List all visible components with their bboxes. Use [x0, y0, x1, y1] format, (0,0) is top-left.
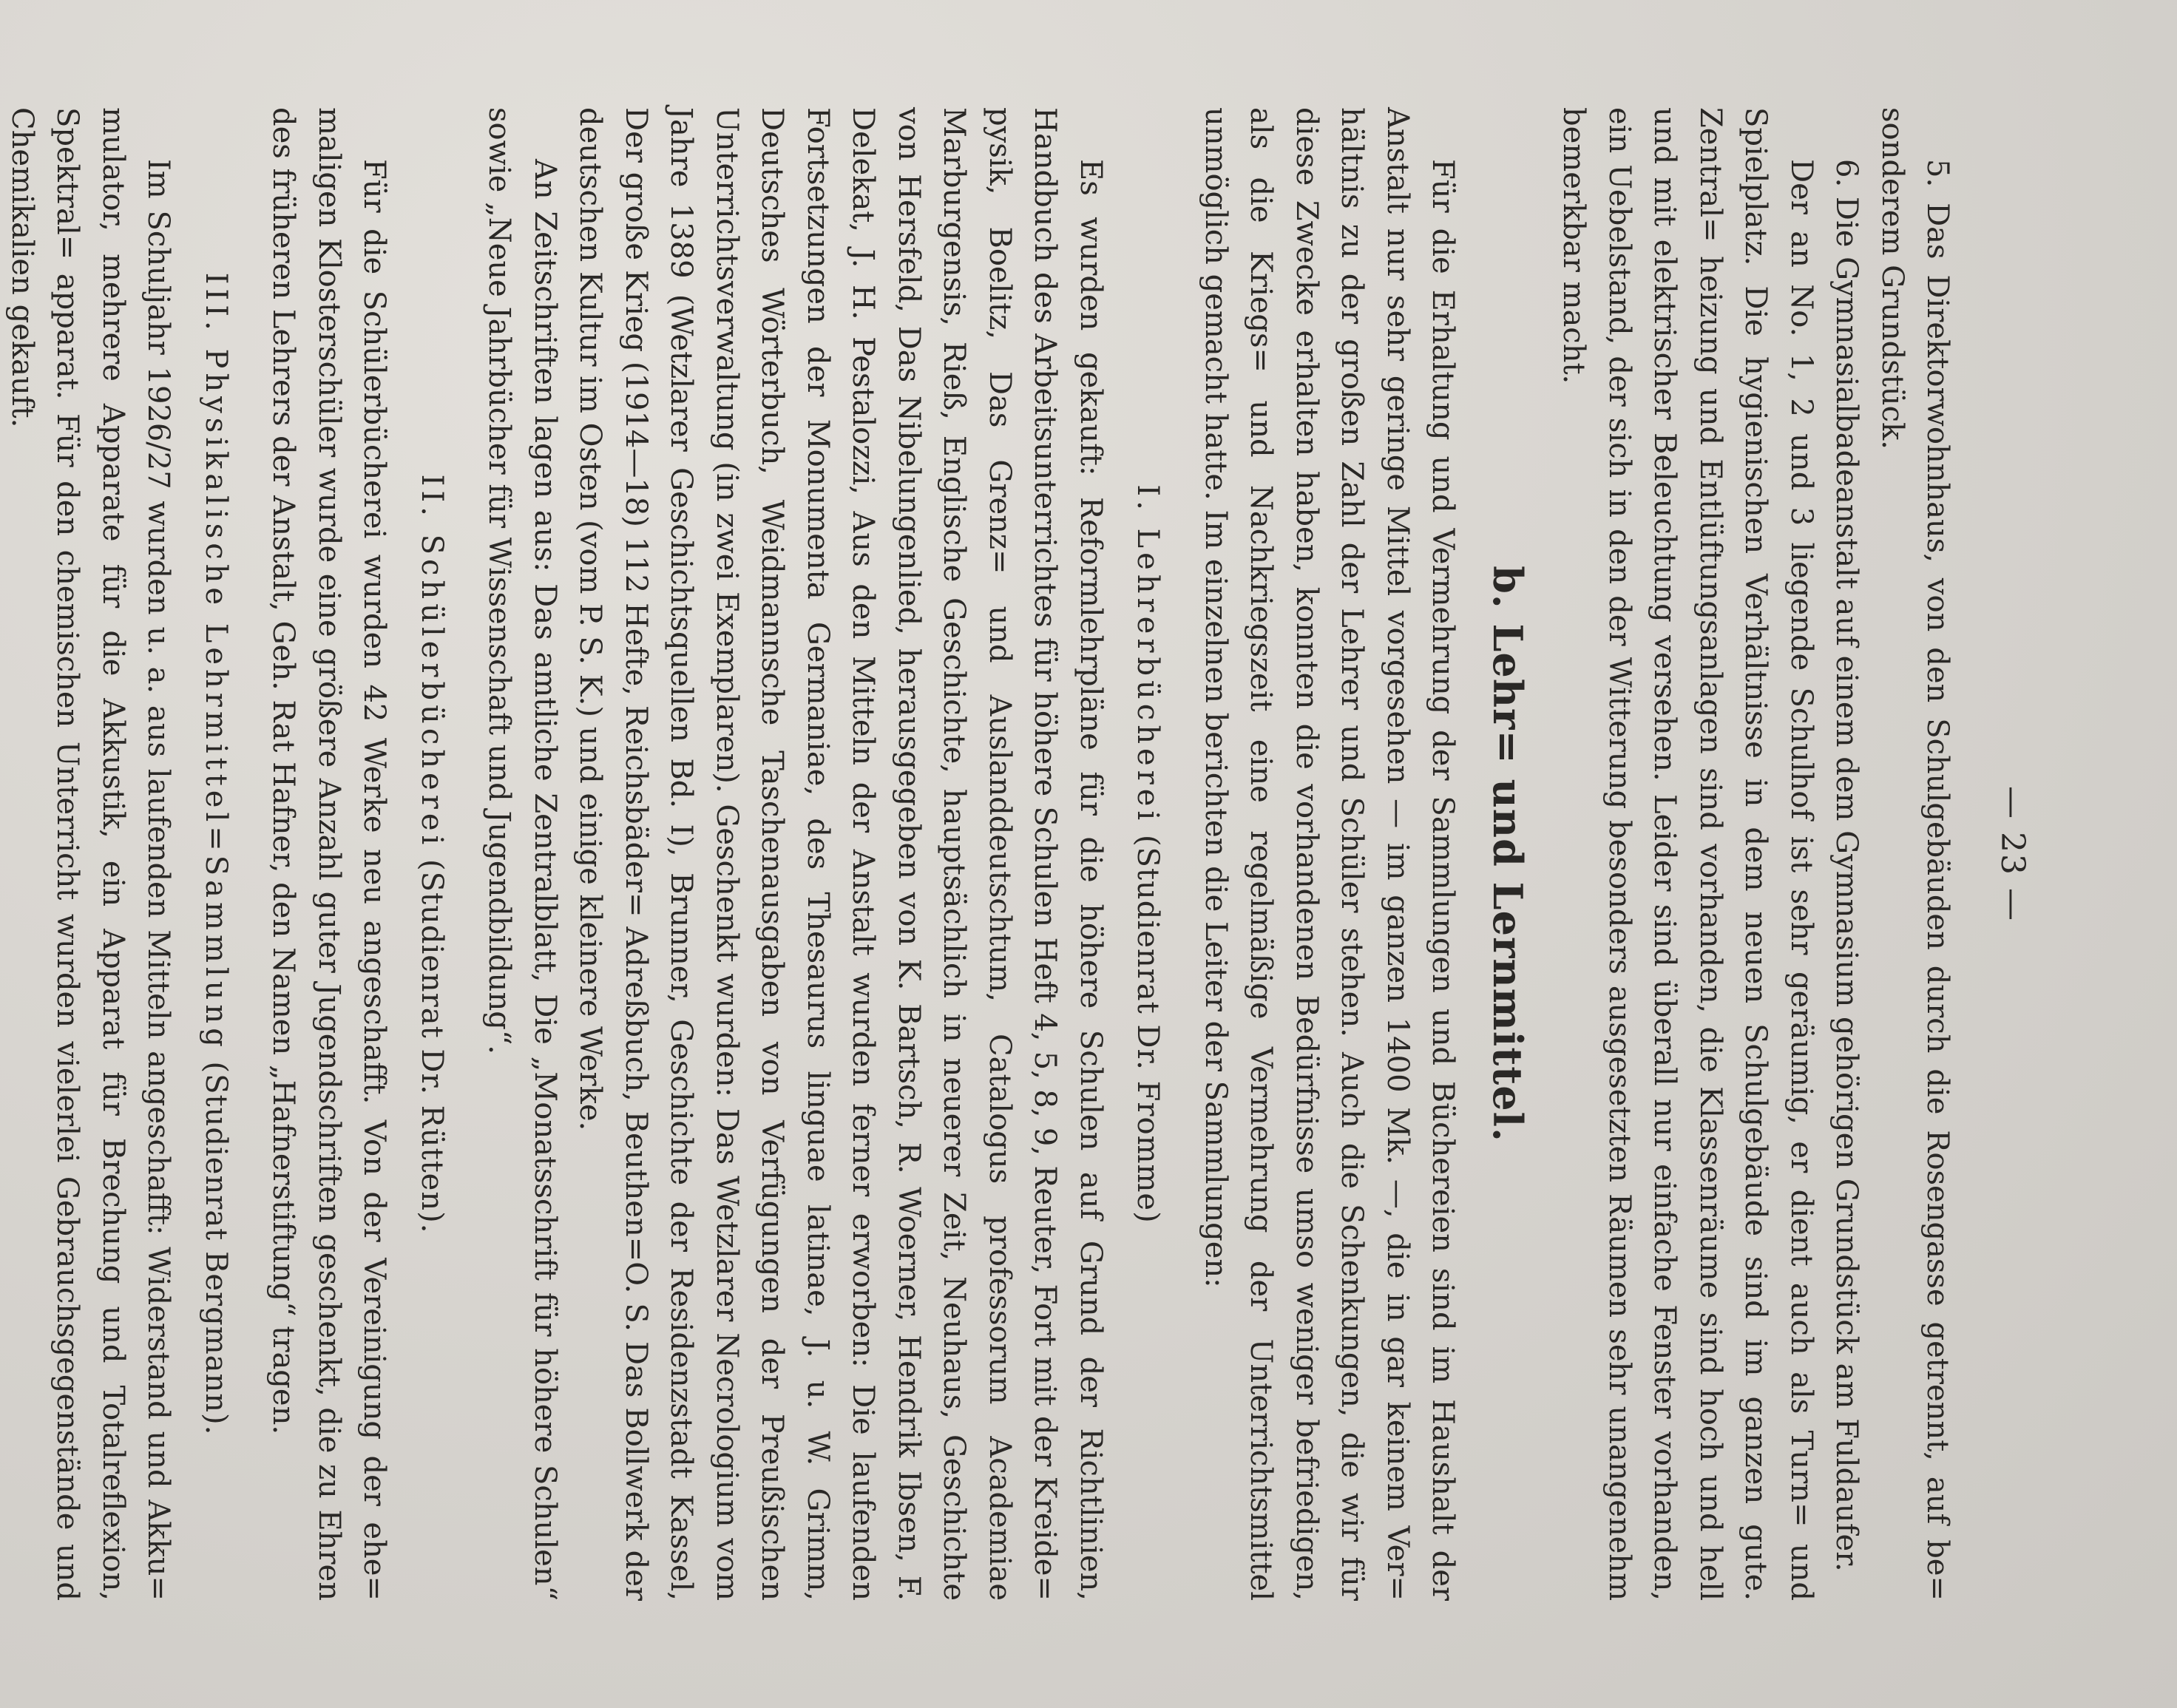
rotated-document-page	[5, 41, 2057, 1667]
subheading-physik-sammlung	[193, 107, 239, 1601]
paragraph-direktorwohnhaus: 5. Das Direktorwohnhaus, von den Schulgebäuden durch die Rosengasse getrennt, auf be= sonderem Grundstück.	[1875, 107, 1955, 1601]
subheading-title: III. Physikalische Lehrmittel=Sammlung	[199, 272, 233, 1051]
paragraph-schuljahr: Im Schuljahr 1926/27 wurden u. a. aus laufenden Mitteln angeschafft: Widerstand und Akku= mulator, mehrere Apparate für die Akkustik, ein Apparat für Brechung und Totalreflexion, Spektral= apparat. Für den chemischen Unterricht wurden vielerlei Gebrauchsgegenstände und Chemikalien gekauft.	[5, 107, 176, 1601]
paragraph-erhaltung: Für die Erhaltung und Vermehrung der Sammlungen und Büchereien sind im Haushalt der Anstalt nur sehr geringe Mittel vorgesehen — im ganzen 1400 Mk. —, die in gar keinem Ver= hältnis zu der großen Zahl der Lehrer und Schüler stehen. Auch die Schenkungen, die wir für diese Zwecke erhalten haben, konnten die vorhandenen Bedürfnisse umso weniger befriedigen, als die Kriegs= und Nachkriegszeit eine regelmäßige Vermehrung der Unterrichtsmittel unmöglich gemacht hatte. Im einzelnen berichten die Leiter der Sammlungen:	[1199, 107, 1460, 1601]
subheading-note: (Studienrat Dr. Rütten).	[415, 849, 449, 1234]
subheading-title: II. Schülerbücherei	[415, 474, 449, 850]
subheading-title: I. Lehrerbücherei	[1131, 484, 1165, 825]
paragraph-badeanstalt: 6. Die Gymnasialbadeanstalt auf einem dem Gymnasium gehörigen Grundstück am Fuldaufer.	[1829, 159, 1864, 1572]
page-number: — 23 —	[1994, 786, 2031, 922]
subheading-lehrerbuecherei	[1125, 107, 1171, 1601]
section-heading-lehrmittel: b. Lehr= und Lernmittel.	[1484, 566, 1531, 1142]
paragraph-gekauft: Es wurden gekauft: Reformlehrpläne für die höhere Schulen auf Grund der Richtlinien, Handbuch des Arbeitsunterrichtes für höhere Schulen Heft 4, 5, 8, 9, Reuter, Fort mit der Kreide= pysik, Boelitz, Das Grenz= und Auslanddeutschtum, Catalogus professorum Academiae Marburgensis, Rieß, Englische Geschichte, hauptsächlich in neuerer Zeit, Neuhaus, Geschichte von Hersfeld, Das Nibelungenlied, herausgegeben von K. Bartsch, R. Woerner, Hendrik Ibsen, F. Delekat, J. H. Pestalozzi, Aus den Mitteln der Anstalt wurden ferner erworben: Die laufenden Fortsetzungen der Monumenta Germaniae, des Thesaurus linguae latinae, J. u. W. Grimm, Deutsches Wörterbuch, Weidmannsche Taschenausgaben von Verfügungen der Preußischen Unterrichtsverwaltung (in zwei Exemplaren). Geschenkt wurden: Das Wetzlarer Necrologium vom Jahre 1389 (Wetzlarer Geschichtsquellen Bd. I), Brunner, Geschichte der Residenzstadt Kassel, Der große Krieg (1914—18) 112 Hefte, Reichsbäder= Adreßbuch, Beuthen=O. S. Das Bollwerk der deutschen Kultur im Osten (vom P. S. K.) und einige kleinere Werke.	[573, 107, 1108, 1601]
paragraph-schulhof: Der an No. 1, 2 und 3 liegende Schulhof ist sehr geräumig, er dient auch als Turn= und Spielplatz. Die hygienischen Verhältnisse in dem neuen Schulgebäude sind im ganzen gute. Zentral= heizung und Entlüftungsanlagen sind vorhanden, die Klassenräume sind hoch und hell und mit elektrischer Beleuchtung versehen. Leider sind überall nur einfache Fenster vorhanden, ein Uebelstand, der sich in den der Witterung besonders ausgesetzten Räumen sehr unangenehm bemerkbar macht.	[1557, 107, 1818, 1601]
subheading-note: (Studienrat Dr. Fromme)	[1131, 824, 1165, 1224]
subheading-schuelerbuecherei	[409, 107, 455, 1601]
paragraph-schuelerbuecherei: Für die Schülerbücherei wurden 42 Werke neu angeschafft. Von der Vereinigung der ehe= maligen Klosterschüler wurde eine größere Anzahl guter Jugendschriften geschenkt, die zu Ehren des früheren Lehrers der Anstalt, Geh. Rat Hafner, den Namen „Hafnerstiftung“ tragen.	[266, 107, 392, 1601]
subheading-note: (Studienrat Bergmann).	[199, 1051, 233, 1436]
paragraph-zeitschriften: An Zeitschriften lagen aus: Das amtliche Zentralblatt, Die „Monatsschrift für höhere Schulen“ sowie „Neue Jahrbücher für Wissenschaft und Jugendbildung“.	[482, 107, 562, 1601]
